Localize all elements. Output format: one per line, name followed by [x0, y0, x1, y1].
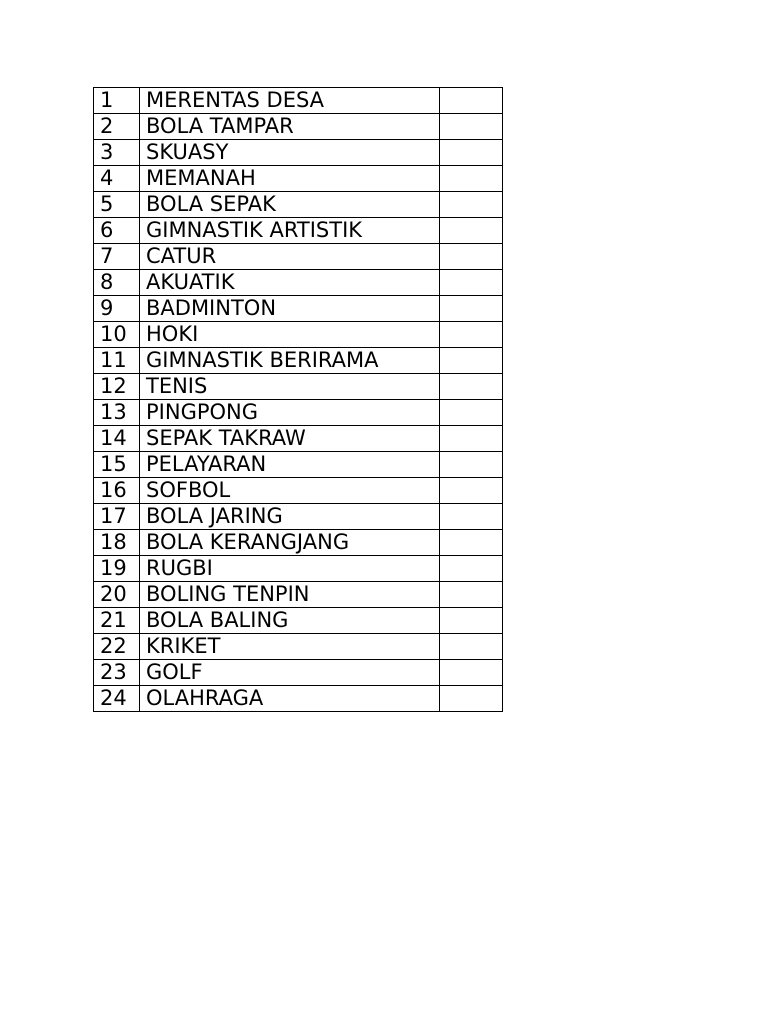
- table-row: [94, 634, 503, 660]
- row-number-cell: 3: [94, 140, 140, 166]
- table-row: [94, 374, 503, 400]
- empty-mark-cell: [440, 244, 503, 270]
- empty-mark-cell: [440, 270, 503, 296]
- row-number-cell: 23: [94, 660, 140, 686]
- empty-mark-cell: [440, 660, 503, 686]
- empty-mark-cell: [440, 140, 503, 166]
- row-number-cell: 21: [94, 608, 140, 634]
- table-row: [94, 582, 503, 608]
- table-row: [94, 426, 503, 452]
- sport-name-cell: KRIKET: [140, 634, 440, 660]
- row-number-cell: 8: [94, 270, 140, 296]
- table-row: [94, 88, 503, 114]
- row-number-cell: 16: [94, 478, 140, 504]
- table-row: [94, 322, 503, 348]
- empty-mark-cell: [440, 296, 503, 322]
- empty-mark-cell: [440, 556, 503, 582]
- row-number-cell: 2: [94, 114, 140, 140]
- sport-name-cell: SKUASY: [140, 140, 440, 166]
- empty-mark-cell: [440, 348, 503, 374]
- sport-name-cell: TENIS: [140, 374, 440, 400]
- table-row: [94, 504, 503, 530]
- table-row: [94, 608, 503, 634]
- sport-name-cell: BOLA KERANGJANG: [140, 530, 440, 556]
- sport-name-cell: MERENTAS DESA: [140, 88, 440, 114]
- table-row: [94, 348, 503, 374]
- sport-name-cell: MEMANAH: [140, 166, 440, 192]
- row-number-cell: 24: [94, 686, 140, 712]
- row-number-cell: 4: [94, 166, 140, 192]
- row-number-cell: 5: [94, 192, 140, 218]
- row-number-cell: 15: [94, 452, 140, 478]
- sport-name-cell: RUGBI: [140, 556, 440, 582]
- table-row: [94, 166, 503, 192]
- sport-name-cell: BOLA JARING: [140, 504, 440, 530]
- sport-name-cell: BOLA SEPAK: [140, 192, 440, 218]
- sports-table: [93, 87, 503, 712]
- table-row: [94, 452, 503, 478]
- sport-name-cell: OLAHRAGA: [140, 686, 440, 712]
- sport-name-cell: PINGPONG: [140, 400, 440, 426]
- sport-name-cell: AKUATIK: [140, 270, 440, 296]
- table-row: [94, 140, 503, 166]
- row-number-cell: 17: [94, 504, 140, 530]
- empty-mark-cell: [440, 530, 503, 556]
- sports-table-body: [94, 88, 503, 712]
- empty-mark-cell: [440, 582, 503, 608]
- empty-mark-cell: [440, 218, 503, 244]
- sport-name-cell: SOFBOL: [140, 478, 440, 504]
- row-number-cell: 14: [94, 426, 140, 452]
- table-row: [94, 114, 503, 140]
- table-row: [94, 478, 503, 504]
- table-row: [94, 530, 503, 556]
- row-number-cell: 7: [94, 244, 140, 270]
- empty-mark-cell: [440, 114, 503, 140]
- sport-name-cell: GIMNASTIK ARTISTIK: [140, 218, 440, 244]
- table-row: [94, 556, 503, 582]
- empty-mark-cell: [440, 686, 503, 712]
- empty-mark-cell: [440, 426, 503, 452]
- empty-mark-cell: [440, 452, 503, 478]
- empty-mark-cell: [440, 608, 503, 634]
- sport-name-cell: BOLA BALING: [140, 608, 440, 634]
- sport-name-cell: PELAYARAN: [140, 452, 440, 478]
- empty-mark-cell: [440, 88, 503, 114]
- empty-mark-cell: [440, 166, 503, 192]
- sport-name-cell: BADMINTON: [140, 296, 440, 322]
- table-row: [94, 192, 503, 218]
- table-row: [94, 686, 503, 712]
- table-row: [94, 400, 503, 426]
- row-number-cell: 6: [94, 218, 140, 244]
- row-number-cell: 1: [94, 88, 140, 114]
- table-row: [94, 244, 503, 270]
- empty-mark-cell: [440, 322, 503, 348]
- sport-name-cell: SEPAK TAKRAW: [140, 426, 440, 452]
- empty-mark-cell: [440, 504, 503, 530]
- empty-mark-cell: [440, 374, 503, 400]
- row-number-cell: 13: [94, 400, 140, 426]
- sport-name-cell: GIMNASTIK BERIRAMA: [140, 348, 440, 374]
- empty-mark-cell: [440, 192, 503, 218]
- table-row: [94, 218, 503, 244]
- row-number-cell: 11: [94, 348, 140, 374]
- table-row: [94, 660, 503, 686]
- row-number-cell: 10: [94, 322, 140, 348]
- sport-name-cell: BOLING TENPIN: [140, 582, 440, 608]
- sport-name-cell: GOLF: [140, 660, 440, 686]
- row-number-cell: 22: [94, 634, 140, 660]
- table-row: [94, 270, 503, 296]
- sport-name-cell: CATUR: [140, 244, 440, 270]
- row-number-cell: 20: [94, 582, 140, 608]
- empty-mark-cell: [440, 634, 503, 660]
- empty-mark-cell: [440, 400, 503, 426]
- row-number-cell: 9: [94, 296, 140, 322]
- table-row: [94, 296, 503, 322]
- row-number-cell: 12: [94, 374, 140, 400]
- sport-name-cell: HOKI: [140, 322, 440, 348]
- row-number-cell: 18: [94, 530, 140, 556]
- sport-name-cell: BOLA TAMPAR: [140, 114, 440, 140]
- row-number-cell: 19: [94, 556, 140, 582]
- empty-mark-cell: [440, 478, 503, 504]
